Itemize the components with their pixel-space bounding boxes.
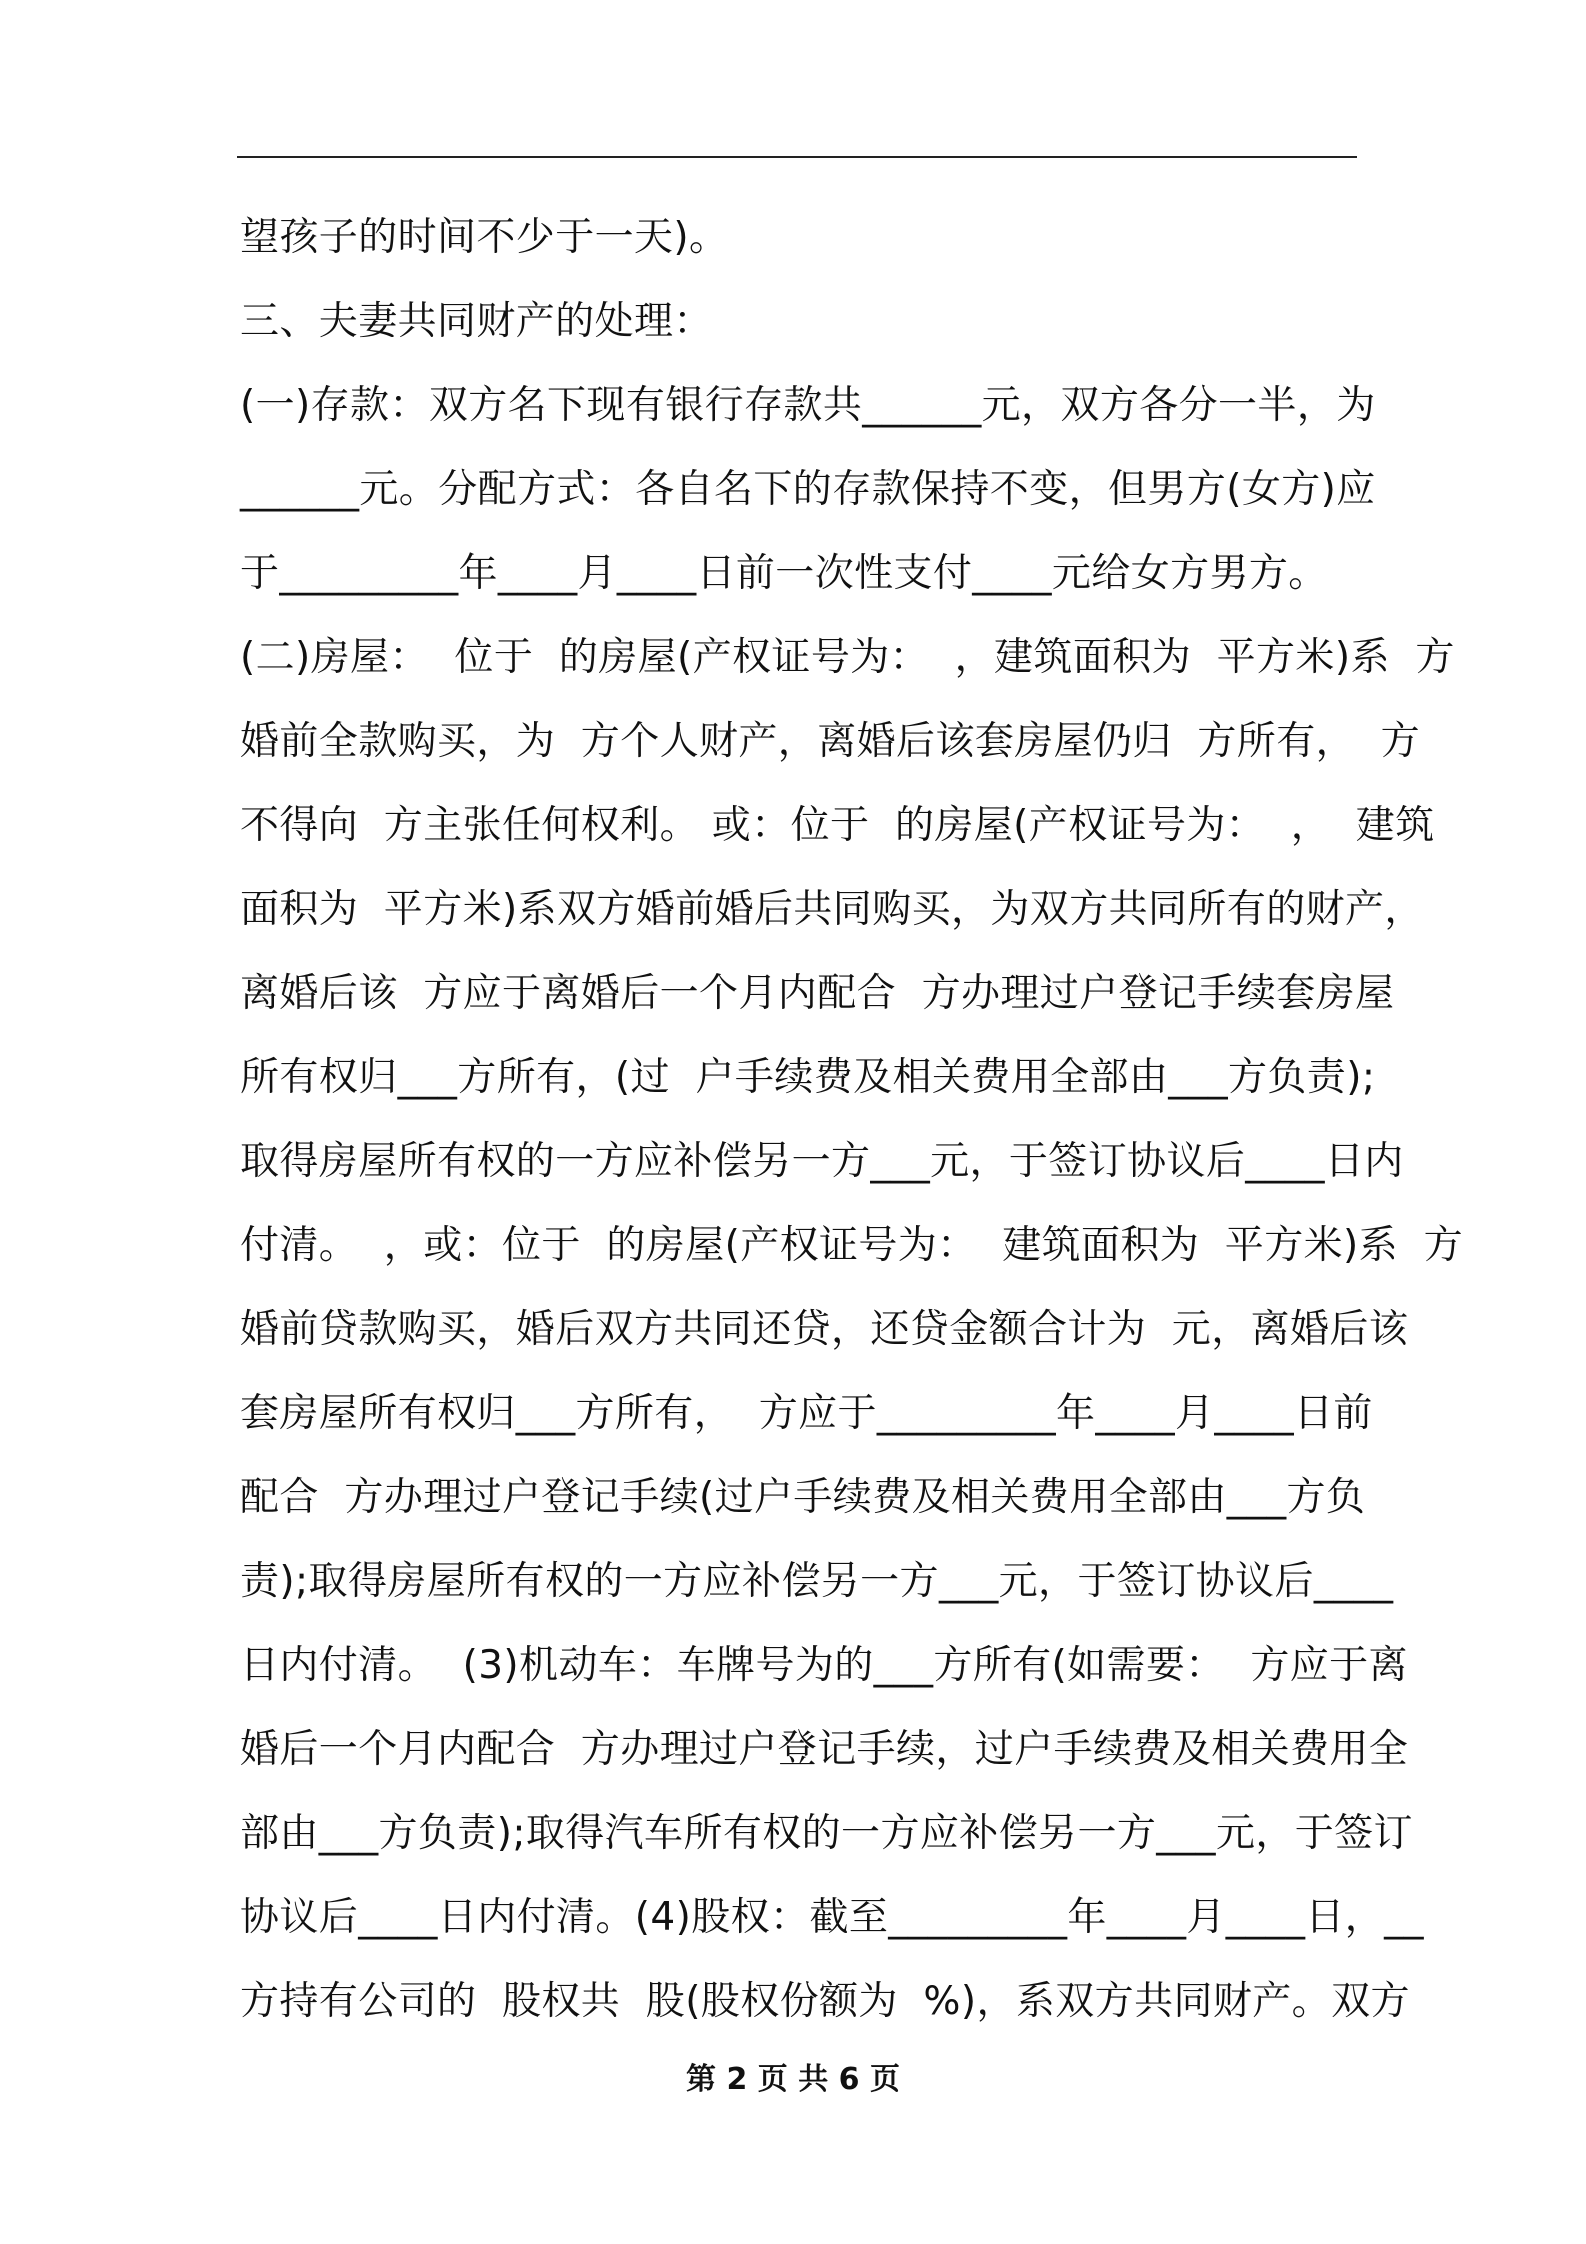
text-line: 部由___方负责);取得汽车所有权的一方应补偿另一方___元，于签订	[240, 1811, 1413, 1856]
section-heading: 三、夫妻共同财产的处理：	[240, 299, 713, 344]
text-line: 责);取得房屋所有权的一方应补偿另一方___元，于签订协议后____	[240, 1559, 1394, 1604]
text-line: 协议后____日内付清。(4)股权：截至_________年____月____日，__	[240, 1895, 1424, 1940]
text-line: 套房屋所有权归___方所有， 方应于_________年____月____日前	[240, 1391, 1373, 1436]
text-line: 不得向 方主张任何权利。 或：位于 的房屋(产权证号为： ， 建筑	[240, 803, 1435, 848]
text-line: ______元。分配方式：各自名下的存款保持不变，但男方(女方)应	[240, 467, 1376, 512]
page-number-footer: 第 2 页 共 6 页	[686, 2062, 900, 2097]
text-line: 方持有公司的 股权共 股(股权份额为 %)，系双方共同财产。双方	[240, 1979, 1410, 2024]
text-line: 所有权归___方所有，(过 户手续费及相关费用全部由___方负责);	[240, 1055, 1376, 1100]
header-rule	[237, 156, 1357, 158]
text-line: 婚前全款购买，为 方个人财产，离婚后该套房屋仍归 方所有， 方	[240, 719, 1420, 764]
text-line: 婚后一个月内配合 方办理过户登记手续，过户手续费及相关费用全	[240, 1727, 1409, 1772]
text-line: 于_________年____月____日前一次性支付____元给女方男方。	[240, 551, 1328, 596]
text-line: 取得房屋所有权的一方应补偿另一方___元，于签订协议后____日内	[240, 1139, 1404, 1184]
text-line: (一)存款：双方名下现有银行存款共______元，双方各分一半，为	[240, 383, 1376, 428]
text-line: 日内付清。 (3)机动车：车牌号为的___方所有(如需要： 方应于离	[240, 1643, 1408, 1688]
document-body	[240, 196, 1464, 2044]
text-line: 望孩子的时间不少于一天)。	[240, 215, 729, 260]
text-line: (二)房屋： 位于 的房屋(产权证号为： ，建筑面积为 平方米)系 方	[240, 635, 1455, 680]
text-line: 面积为 平方米)系双方婚前婚后共同购买，为双方共同所有的财产，	[240, 887, 1424, 932]
text-line: 付清。 ，或：位于 的房屋(产权证号为： 建筑面积为 平方米)系 方	[240, 1223, 1464, 1268]
text-line: 离婚后该 方应于离婚后一个月内配合 方办理过户登记手续套房屋	[240, 971, 1395, 1016]
text-line: 婚前贷款购买，婚后双方共同还贷，还贷金额合计为 元，离婚后该	[240, 1307, 1409, 1352]
text-line: 配合 方办理过户登记手续(过户手续费及相关费用全部由___方负	[240, 1475, 1366, 1520]
